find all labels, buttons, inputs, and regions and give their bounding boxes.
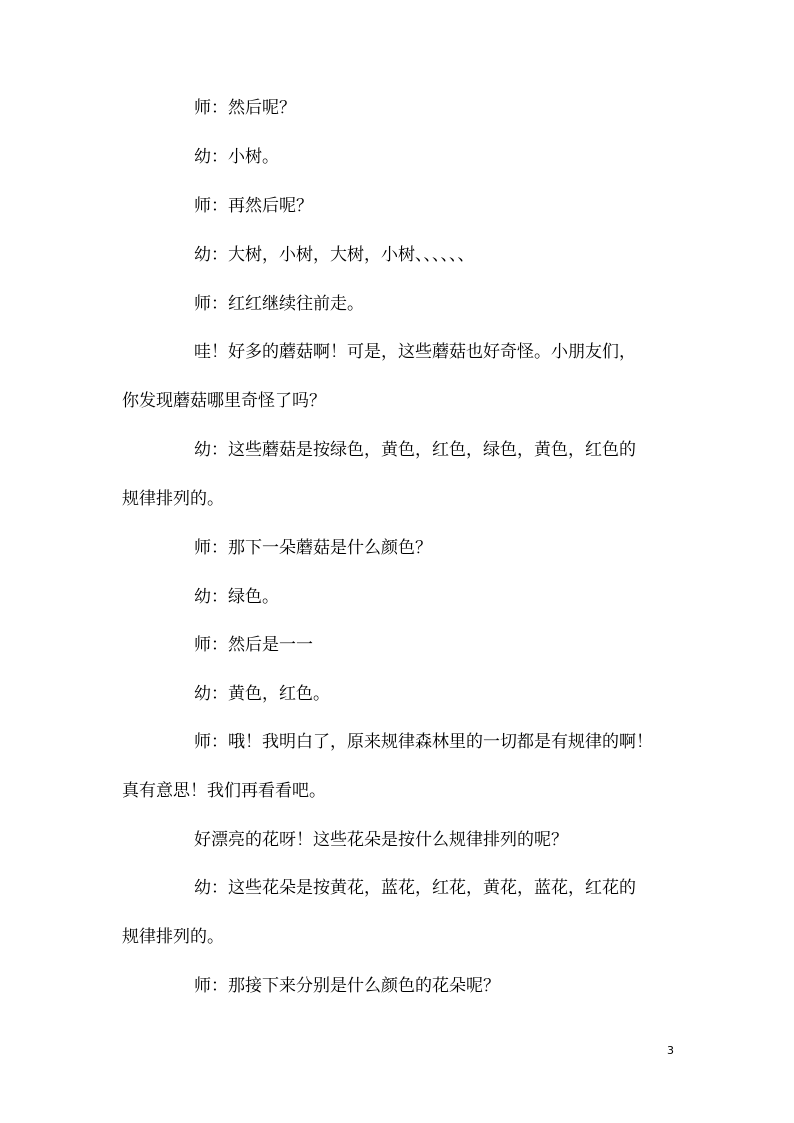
dialogue-line: 幼：黄色，红色。 [194,684,330,704]
dialogue-line: 幼：这些花朵是按黄花，蓝花，红花，黄花，蓝花，红花的 [194,878,636,898]
narration-line: 哇！好多的蘑菇啊！可是，这些蘑菇也好奇怪。小朋友们， [194,342,636,362]
narration-line: 好漂亮的花呀！这些花朵是按什么规律排列的呢？ [194,830,568,850]
dialogue-line-continued: 规律排列的。 [122,927,224,947]
dialogue-line: 幼：小树。 [194,147,279,167]
dialogue-line: 师：然后呢？ [194,98,296,118]
dialogue-line-continued: 规律排列的。 [122,489,224,509]
dialogue-line: 师：红红继续往前走。 [194,294,364,314]
dialogue-line: 师：再然后呢？ [194,196,313,216]
dialogue-line: 幼：绿色。 [194,587,279,607]
dialogue-line: 师：然后是一一 [194,635,313,655]
dialogue-line: 师：那接下来分别是什么颜色的花朵呢？ [194,976,500,996]
page-number: 3 [667,1044,674,1057]
dialogue-line: 幼：大树，小树，大树，小树、、、、、、 [194,245,475,265]
dialogue-line: 师：那下一朵蘑菇是什么颜色？ [194,538,432,558]
dialogue-line-continued: 真有意思！我们再看看吧。 [122,781,326,801]
dialogue-line: 幼：这些蘑菇是按绿色，黄色，红色，绿色，黄色，红色的 [194,440,636,460]
dialogue-line: 师：哦！我明白了，原来规律森林里的一切都是有规律的啊！ [194,732,653,752]
narration-line-continued: 你发现蘑菇哪里奇怪了吗？ [122,391,326,411]
